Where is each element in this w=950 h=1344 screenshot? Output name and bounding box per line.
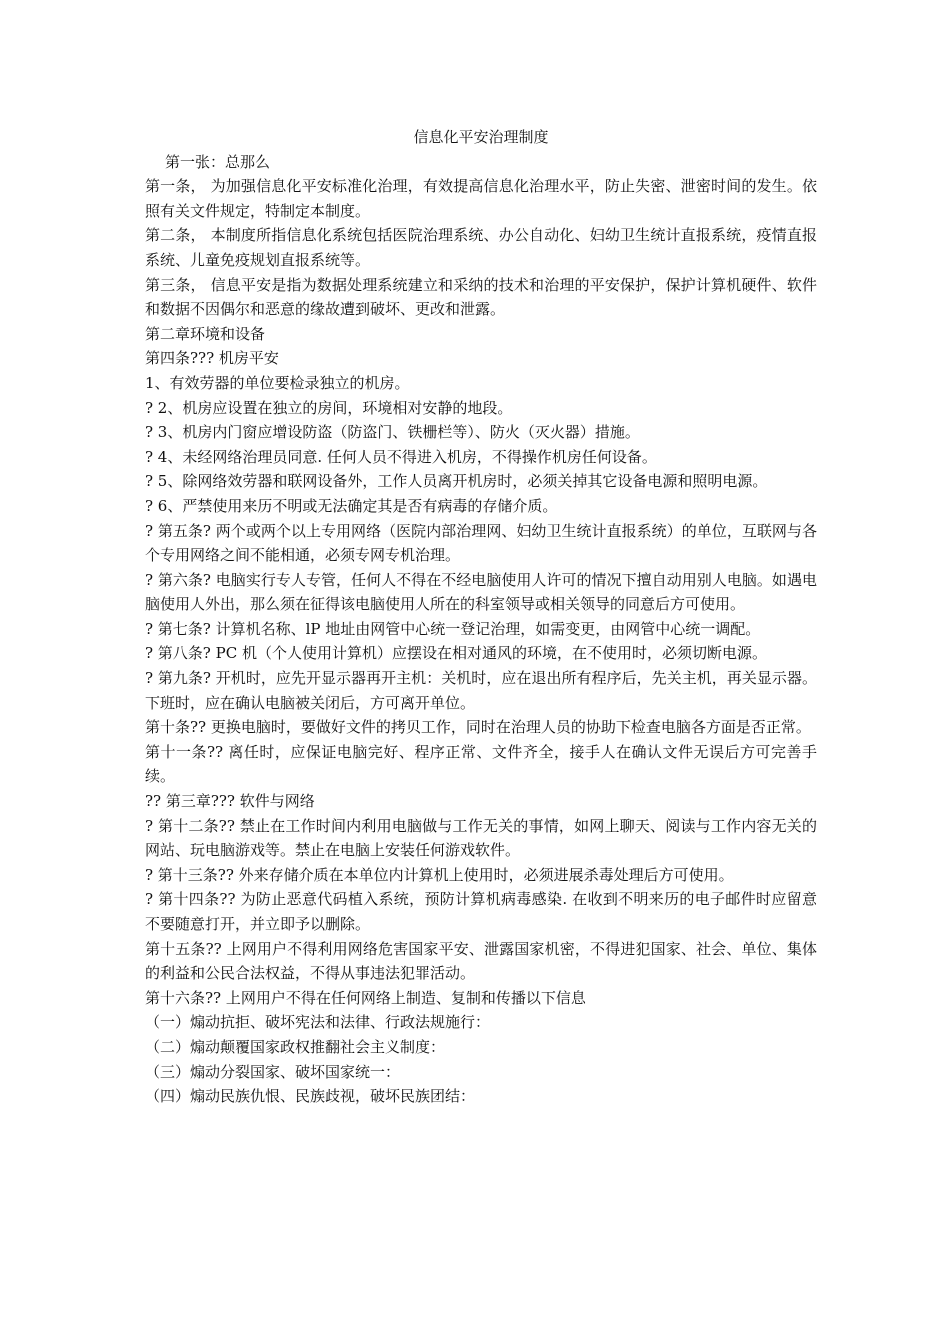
chapter-heading: 第一张：总那么 <box>165 152 271 171</box>
article-paragraph: ? 第六条? 电脑实行专人专管，任何人不得在不经电脑使用人许可的情况下擅自动用别人电脑。如遇电脑使用人外出，那么须在征得该电脑使用人所在的科室领导或相关领导的同意后方可使用。 <box>145 570 817 614</box>
list-item: （四）煽动民族仇恨、民族歧视，破坏民族团结： <box>145 1087 476 1106</box>
article-paragraph: 第十六条?? 上网用户不得在任何网络上制造、复制和传播以下信息 <box>145 988 586 1007</box>
article-paragraph: 第十一条?? 离任时，应保证电脑完好、程序正常、文件齐全，接手人在确认文件无误后方可完善手续。 <box>145 742 817 786</box>
article-paragraph: ? 第十三条?? 外来存储介质在本单位内计算机上使用时，必须进展杀毒处理后方可使用。 <box>145 865 734 884</box>
article-paragraph: ? 第七条? 计算机名称、lP 地址由网管中心统一登记治理，如需变更，由网管中心统一调配。 <box>145 619 761 638</box>
document-title: 信息化平安治理制度 <box>413 128 549 146</box>
list-item: （三）煽动分裂国家、破坏国家统一： <box>145 1062 401 1081</box>
list-item: ? 6、严禁使用来历不明或无法确定其是否有病毒的存储介质。 <box>145 496 558 515</box>
article-paragraph: 第三条， 信息平安是指为数据处理系统建立和采纳的技术和治理的平安保护，保护计算机硬件、软件和数据不因偶尔和恶意的缘故遭到破坏、更改和泄露。 <box>145 275 817 319</box>
list-item: ? 3、机房内门窗应增设防盗（防盗门、铁栅栏等）、防火（灭火器）措施。 <box>145 423 640 442</box>
article-paragraph: 第十五条?? 上网用户不得利用网络危害国家平安、泄露国家机密，不得进犯国家、社会、单位、集体的利益和公民合法权益，不得从事违法犯罪活动。 <box>145 939 817 983</box>
article-paragraph: ? 第十二条?? 禁止在工作时间内利用电脑做与工作无关的事情，如网上聊天、阅读与工作内容无关的网站、玩电脑游戏等。禁止在电脑上安装任何游戏软件。 <box>145 816 817 860</box>
chapter-heading: 第二章环境和设备 <box>145 324 266 343</box>
list-item: 1、有效劳器的单位要检录独立的机房。 <box>145 373 410 392</box>
article-paragraph: 第十条?? 更换电脑时，要做好文件的拷贝工作，同时在治理人员的协助下检查电脑各方面是否正常。 <box>145 718 811 737</box>
article-paragraph: ? 第九条? 开机时，应先开显示器再开主机：关机时，应在退出所有程序后，先关主机，再关显示器。下班时，应在确认电脑被关闭后，方可离开单位。 <box>145 669 817 712</box>
list-item: ? 2、机房应设置在独立的房间，环境相对安静的地段。 <box>145 398 513 417</box>
article-paragraph: ? 第五条? 两个或两个以上专用网络（医院内部治理网、妇幼卫生统计直报系统）的单位，互联网与各个专用网络之间不能相通，必须专网专机治理。 <box>145 521 817 565</box>
article-heading: 第四条??? 机房平安 <box>145 349 279 368</box>
document-body <box>145 125 817 1109</box>
article-paragraph: ? 第十四条?? 为防止恶意代码植入系统，预防计算机病毒感染. 在收到不明来历的电子邮件时应留意不要随意打开，并立即予以删除。 <box>145 890 817 933</box>
article-paragraph: 第一条， 为加强信息化平安标准化治理，有效提高信息化治理水平，防止失密、泄密时间的发生。依照有关文件规定，特制定本制度。 <box>145 177 817 220</box>
chapter-heading: ?? 第三章??? 软件与网络 <box>145 792 315 811</box>
list-item: （二）煽动颠覆国家政权推翻社会主义制度： <box>145 1037 446 1056</box>
list-item: ? 4、未经网络治理员同意. 任何人员不得进入机房，不得操作机房任何设备。 <box>145 447 657 466</box>
list-item: （一）煽动抗拒、破坏宪法和法律、行政法规施行： <box>145 1013 491 1032</box>
article-paragraph: 第二条， 本制度所指信息化系统包括医院治理系统、办公自动化、妇幼卫生统计直报系统，疫情直报系统、儿童免疫规划直报系统等。 <box>145 226 817 269</box>
list-item: ? 5、除网络效劳器和联网设备外，工作人员离开机房时，必须关掉其它设备电源和照明电源。 <box>145 472 768 491</box>
article-paragraph: ? 第八条? PC 机（个人使用计算机）应摆设在相对通风的环境，在不使用时，必须切断电源。 <box>145 644 767 663</box>
